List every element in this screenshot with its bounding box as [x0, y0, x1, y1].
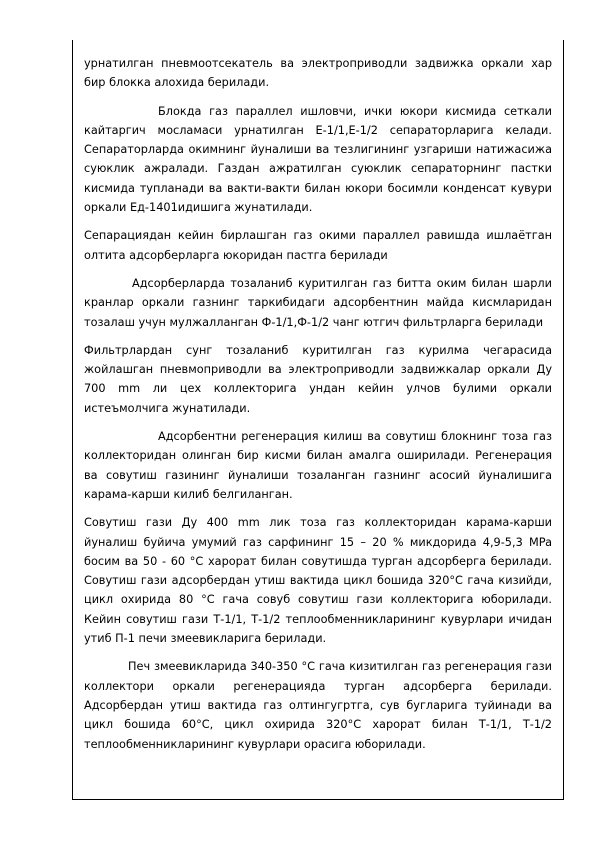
paragraph-7: Совутиш гази Ду 400 mm лик тоза газ коллекторидан карама-карши йуналиш буйича умумий газ сарфининг 15 – 20 % микдорида 4,9-5,3 MPa босим ва 50 - 60 °С харорат билан совутишда турган адсорберга берилади. Совутиш гази адсорбердан утиш вактида цикл бошида 320°С гача кизийди, цикл охирида 80 °С гача совуб совутиш гази коллекторига юборилади. Кейин совутиш гази Т-1/1, Т-1/2 теплообменникларининг кувурлари ичидан утиб П-1 печи змеевикларига берилади. — [84, 516, 552, 646]
paragraph-8: Печ змеевикларида 340-350 °С гача кизитилган газ регенерация гази коллектори оркали регенерацияда турган адсорберга берилади. Адсорбердан утиш вактида газ олтингугртга, сув бугларига туйинади ва цикл бошида 60°С, цикл охирида 320°С харорат билан Т-1/1, Т-1/2 теплообменникларининг кувурлари орасига юборилади. — [84, 660, 552, 751]
paragraph-1: урнатилган пневмоотсекатель ва электроприводли задвижка оркали хар бир блокка алохида берилади. — [84, 57, 552, 90]
paragraph-2: Блокда газ параллел ишловчи, ички юкори кисмида сеткали кайтаргич мосламаси урнатилган Е-1/1,Е-1/2 сепараторларига келади. Сепараторларда окимнинг йуналиши ва тезлигининг узгариши натижасижа суюклик ажралади. Газдан ажратилган суюклик сепараторнинг пастки кисмида тупланади ва вакти-вакти билан юкори босимли конденсат кувури оркали Ед-1401идишига жунатилади. — [84, 104, 552, 215]
paragraph-3: Сепарациядан кейин бирлашган газ окими параллел равишда ишлаётган олтита адсорберларга юкоридан пастга берилади — [84, 229, 552, 262]
paragraph-6: Адсорбентни регенерация килиш ва совутиш блокнинг тоза газ коллекторидан олинган бир кисми билан амалга оширилади. Регенерация ва совутиш газининг йуналиши тозаланган газнинг асосий йуналишига карама-карши килиб белгиланган. — [84, 430, 552, 501]
paragraph-4: Адсорберларда тозаланиб куритилган газ битта оким билан шарли кранлар оркали газнинг таркибидаги адсорбентнин майда кисмларидан тозалаш учун мулжалланган Ф-1/1,Ф-1/2 чанг ютгич фильтрларга берилади — [84, 276, 552, 329]
paragraph-5: Фильтрлардан сунг тозаланиб куритилган газ курилма чегарасида жойлашган пневмоприводли ва электроприводли задвижкалар оркали Ду 700 mm ли цех коллекторига ундан кейин улчов булими оркали истеъмолчига жунатилади. — [84, 343, 552, 415]
document-body — [84, 54, 552, 763]
